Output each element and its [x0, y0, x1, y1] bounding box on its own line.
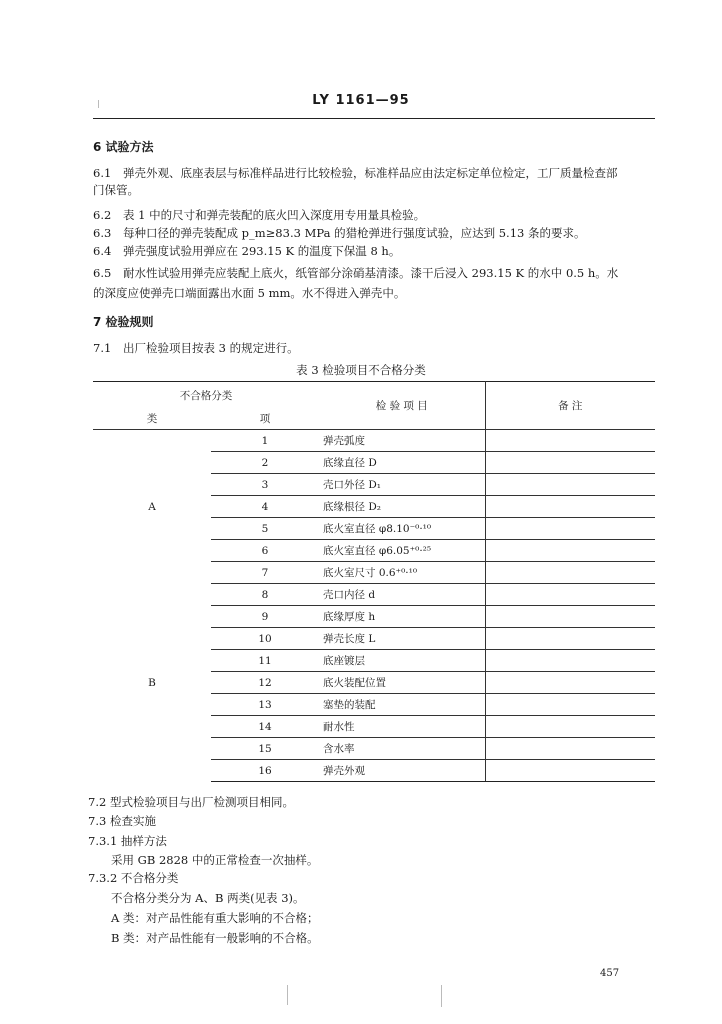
note-cell	[485, 430, 655, 452]
note-cell	[485, 518, 655, 540]
clause-text: 的深度应使弹壳口端面露出水面 5 mm。水不得进入弹壳中。	[93, 286, 406, 300]
header-classification: 不合格分类	[93, 382, 319, 409]
note-cell	[485, 628, 655, 650]
item-number: 16	[211, 760, 319, 782]
note-cell	[485, 694, 655, 716]
item-number: 4	[211, 496, 319, 518]
check-item: 含水率	[319, 738, 485, 760]
item-number: 10	[211, 628, 319, 650]
clause-text: 门保管。	[93, 183, 139, 197]
clause-6-3	[93, 226, 586, 241]
header-item-no: 项	[211, 408, 319, 430]
note-cell	[485, 452, 655, 474]
clause-number: 6.1	[93, 166, 112, 180]
clause-6-1-cont	[93, 183, 139, 198]
clause-line: 不合格分类分为 A、B 两类(见表 3)。	[111, 891, 305, 905]
note-cell	[485, 474, 655, 496]
clause-line: 7.3.1 抽样方法	[88, 834, 167, 848]
class-cell: B	[148, 676, 156, 689]
note-cell	[485, 738, 655, 760]
table-row	[93, 430, 655, 452]
item-number: 5	[211, 518, 319, 540]
note-cell	[485, 650, 655, 672]
clause-text: 出厂检验项目按表 3 的规定进行。	[123, 341, 299, 355]
table-3	[93, 381, 655, 782]
note-cell	[485, 584, 655, 606]
item-number: 12	[211, 672, 319, 694]
check-item: 底缘厚度 h	[319, 606, 485, 628]
clause-number: 6.4	[93, 244, 112, 258]
check-item: 弹壳外观	[319, 760, 485, 782]
clause-6-4	[93, 244, 400, 259]
table-3-caption: 表 3 检验项目不合格分类	[296, 363, 426, 377]
clause-text: 表 1 中的尺寸和弹壳装配的底火凹入深度用专用量具检验。	[123, 208, 426, 222]
check-item: 底火室直径 φ6.05⁺⁰·²⁵	[319, 540, 485, 562]
clause-line: 7.2 型式检验项目与出厂检测项目相同。	[88, 795, 294, 809]
header-note: 备 注	[485, 382, 655, 430]
clause-line: 7.3.2 不合格分类	[88, 871, 179, 885]
check-item: 底座镀层	[319, 650, 485, 672]
clause-text: 弹壳强度试验用弹应在 293.15 K 的温度下保温 8 h。	[123, 244, 401, 258]
clause-number: 7.1	[93, 341, 112, 355]
scan-mark	[287, 985, 288, 1005]
check-item: 底缘根径 D₂	[319, 496, 485, 518]
check-item: 壳口外径 D₁	[319, 474, 485, 496]
item-number: 13	[211, 694, 319, 716]
note-cell	[485, 496, 655, 518]
clause-6-5	[93, 266, 618, 281]
check-item: 塞垫的装配	[319, 694, 485, 716]
page-number: 457	[600, 968, 620, 979]
clause-text: 弹壳外观、底座表层与标准样品进行比较检验，标准样品应由法定标定单位检定，工厂质量检查部	[123, 166, 618, 180]
section-6-title: 6 试验方法	[93, 140, 154, 154]
header-rule	[93, 118, 655, 119]
item-number: 6	[211, 540, 319, 562]
page-header: LY 1161—95	[312, 93, 410, 108]
clause-line: 采用 GB 2828 中的正常检查一次抽样。	[111, 853, 319, 867]
clause-text: 耐水性试验用弹壳应装配上底火，纸管部分涂硝基清漆。漆干后浸入 293.15 K 的水中 0.5 h。水	[123, 266, 619, 280]
scan-mark	[441, 985, 442, 1007]
clause-6-5-cont	[93, 286, 405, 301]
item-number: 1	[211, 430, 319, 452]
item-number: 8	[211, 584, 319, 606]
check-item: 底缘直径 D	[319, 452, 485, 474]
clause-number: 6.3	[93, 226, 112, 240]
scan-mark	[98, 100, 99, 108]
clause-line: B 类：对产品性能有一般影响的不合格。	[111, 931, 319, 945]
check-item: 底火室直径 φ8.10⁻⁰·¹⁰	[319, 518, 485, 540]
table-header-row	[93, 382, 655, 409]
item-number: 15	[211, 738, 319, 760]
note-cell	[485, 562, 655, 584]
note-cell	[485, 716, 655, 738]
clause-line: 7.3 检查实施	[88, 814, 156, 828]
note-cell	[485, 540, 655, 562]
check-item: 底火装配位置	[319, 672, 485, 694]
check-item: 耐水性	[319, 716, 485, 738]
note-cell	[485, 672, 655, 694]
check-item: 壳口内径 d	[319, 584, 485, 606]
clause-number: 6.2	[93, 208, 112, 222]
clause-7-1	[93, 341, 299, 356]
check-item: 弹壳弧度	[319, 430, 485, 452]
item-number: 11	[211, 650, 319, 672]
class-cell: A	[148, 500, 156, 513]
clause-6-1	[93, 166, 618, 181]
item-number: 14	[211, 716, 319, 738]
check-item: 弹壳长度 L	[319, 628, 485, 650]
clause-6-2	[93, 208, 425, 223]
section-7-title: 7 检验规则	[93, 315, 154, 329]
item-number: 7	[211, 562, 319, 584]
table-row	[93, 584, 655, 606]
clause-line: A 类：对产品性能有重大影响的不合格；	[111, 911, 319, 925]
item-number: 2	[211, 452, 319, 474]
item-number: 9	[211, 606, 319, 628]
note-cell	[485, 606, 655, 628]
clause-number: 6.5	[93, 266, 112, 280]
header-check-item: 检 验 项 目	[319, 382, 485, 430]
note-cell	[485, 760, 655, 782]
clause-text: 每种口径的弹壳装配成 p_m≥83.3 MPa 的猎枪弹进行强度试验，应达到 5.13 条的要求。	[123, 226, 586, 240]
header-class: 类	[93, 408, 211, 430]
check-item: 底火室尺寸 0.6⁺⁰·¹⁰	[319, 562, 485, 584]
item-number: 3	[211, 474, 319, 496]
